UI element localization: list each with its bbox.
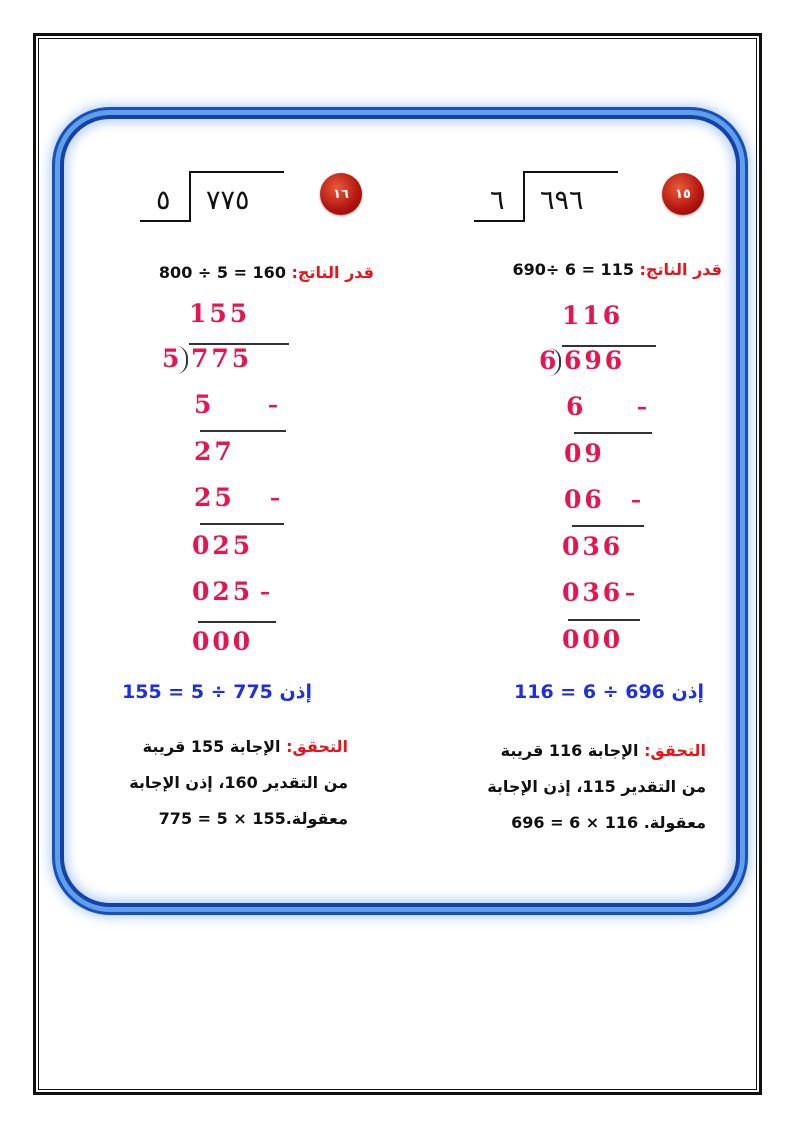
- check-line-3: معقولة. 116 × 6 = 696: [511, 813, 706, 832]
- step-remainder-2: 036: [562, 532, 624, 561]
- quotient: 155: [189, 299, 251, 328]
- verification: [487, 733, 706, 841]
- divisor: 6: [539, 346, 560, 375]
- bracket-top-line: [523, 171, 618, 173]
- underline: [200, 523, 284, 525]
- divisor-arabic: ٥: [156, 185, 171, 216]
- bracket-base-line: [474, 220, 524, 222]
- worksheet-card: [60, 115, 740, 907]
- check-label: التحقق:: [644, 741, 706, 760]
- estimate: [159, 263, 374, 282]
- problem-number-badge: ١٥: [662, 173, 704, 215]
- problem-15: [404, 119, 744, 903]
- minus-sign: –: [260, 580, 270, 604]
- minus-sign: –: [270, 486, 280, 510]
- underline: [200, 430, 286, 432]
- underline: [572, 525, 644, 527]
- divisor: 5: [162, 344, 183, 373]
- estimate-expression: 690÷ 6 = 115: [512, 260, 634, 279]
- step-remainder-1: 09: [564, 439, 605, 468]
- verification: [129, 729, 348, 837]
- minus-sign: –: [631, 488, 641, 512]
- step-subtract-1: 6: [566, 392, 587, 421]
- result-statement: إذن 696 ÷ 6 = 116: [514, 681, 704, 703]
- minus-sign: –: [268, 393, 278, 417]
- step-remainder-2: 025: [192, 531, 254, 560]
- step-remainder-1: 27: [194, 437, 235, 466]
- underline: [574, 432, 652, 434]
- step-subtract-1: 5: [194, 390, 215, 419]
- step-remainder-3: 000: [192, 627, 254, 656]
- problem-number-badge: ١٦: [320, 173, 362, 215]
- bracket-vertical: [189, 171, 191, 222]
- step-subtract-3: 025: [192, 577, 254, 606]
- dividend-arabic: ٧٧٥: [206, 185, 250, 216]
- underline: [568, 619, 640, 621]
- check-line-2: من التقدير 160، إذن الإجابة: [129, 773, 348, 792]
- underline: [198, 621, 276, 623]
- step-subtract-2: 25: [194, 483, 235, 512]
- check-line-3: معقولة.155 × 5 = 775: [158, 809, 348, 828]
- check-line-1: الإجابة 116 قريبة: [500, 741, 639, 760]
- minus-sign: –: [637, 395, 647, 419]
- check-line-2: من التقدير 115، إذن الإجابة: [487, 777, 706, 796]
- check-line-1: الإجابة 155 قريبة: [142, 737, 281, 756]
- step-subtract-2: 06: [564, 485, 605, 514]
- dividend-arabic: ٦٩٦: [540, 185, 584, 216]
- estimate-label: قدر الناتج:: [291, 263, 374, 282]
- division-sign: [176, 346, 188, 374]
- estimate-expression: 800 ÷ 5 = 160: [158, 263, 286, 282]
- problem-16: [64, 119, 404, 903]
- dividend: 775: [191, 344, 253, 373]
- divisor-arabic: ٦: [490, 185, 505, 216]
- check-label: التحقق:: [286, 737, 348, 756]
- estimate: [513, 260, 723, 279]
- minus-sign: –: [625, 581, 635, 605]
- bracket-base-line: [140, 220, 190, 222]
- step-subtract-3: 036: [562, 578, 624, 607]
- step-remainder-3: 000: [562, 625, 624, 654]
- dividend: 696: [564, 346, 626, 375]
- quotient: 116: [562, 301, 624, 330]
- result-statement: إذن 775 ÷ 5 = 155: [122, 681, 312, 703]
- bracket-top-line: [189, 171, 284, 173]
- bracket-vertical: [523, 171, 525, 222]
- estimate-label: قدر الناتج:: [639, 260, 722, 279]
